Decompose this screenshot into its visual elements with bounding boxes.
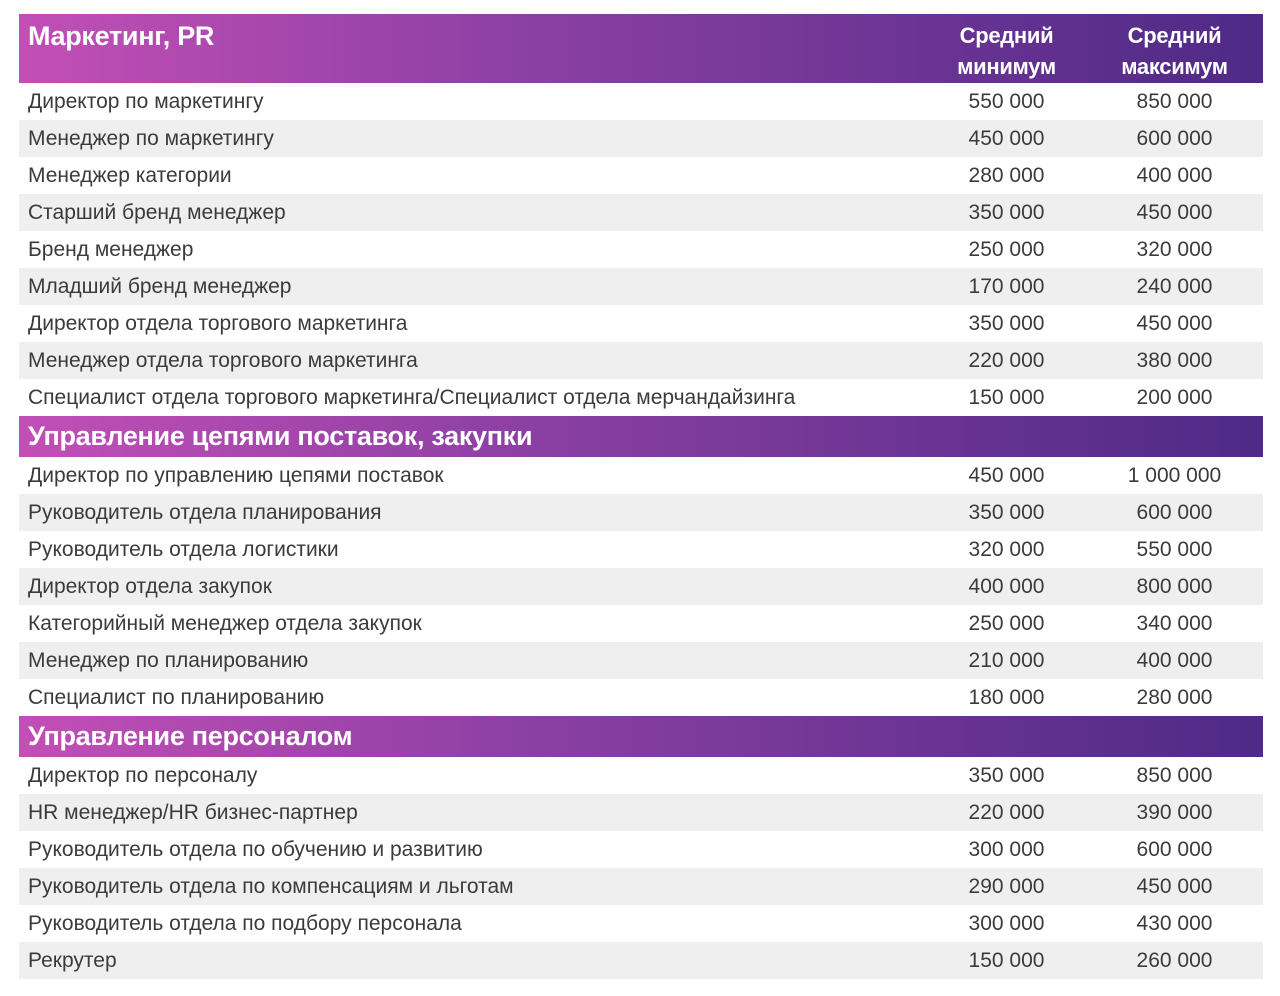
position-cell: Специалист по планированию <box>28 685 325 709</box>
table-row <box>19 905 1263 942</box>
table-row <box>19 231 1263 268</box>
position-cell: Специалист отдела торгового маркетинга/Специалист отдела мерчандайзинга <box>28 385 796 409</box>
min-salary-cell: 170 000 <box>927 268 1086 305</box>
section-header <box>19 716 1263 757</box>
table-row <box>19 457 1263 494</box>
min-salary-cell: 550 000 <box>968 89 1045 113</box>
max-salary-cell: 390 000 <box>1086 794 1263 831</box>
max-salary-cell: 600 000 <box>1086 120 1263 157</box>
position-cell: Руководитель отдела по компенсациям и льготам <box>19 868 927 905</box>
table-row <box>19 157 1263 194</box>
table-row <box>19 679 1263 716</box>
table-row <box>19 942 1263 979</box>
table-row <box>19 642 1263 679</box>
position-cell: Директор по управлению цепями поставок <box>28 463 444 487</box>
position-cell: Директор отдела торгового маркетинга <box>28 311 408 335</box>
table-body <box>19 14 1263 979</box>
min-salary-cell: 280 000 <box>968 163 1045 187</box>
min-salary-cell: 350 000 <box>927 494 1086 531</box>
column-header-min: Средний минимум <box>957 23 1056 79</box>
max-salary-cell: 450 000 <box>1136 311 1213 335</box>
min-salary-cell: 320 000 <box>968 537 1045 561</box>
table-row <box>19 379 1263 416</box>
max-salary-cell: 280 000 <box>1136 685 1213 709</box>
max-salary-cell: 380 000 <box>1086 342 1263 379</box>
position-cell: Менеджер по маркетингу <box>19 120 927 157</box>
table-row <box>19 83 1263 120</box>
position-cell: Рекрутер <box>19 942 927 979</box>
table-row <box>19 305 1263 342</box>
min-salary-cell: 290 000 <box>927 868 1086 905</box>
max-salary-cell: 430 000 <box>1136 911 1213 935</box>
min-salary-cell: 250 000 <box>968 611 1045 635</box>
max-salary-cell: 1 000 000 <box>1127 463 1222 487</box>
max-salary-cell: 200 000 <box>1136 385 1213 409</box>
min-salary-cell: 210 000 <box>927 642 1086 679</box>
position-cell: Младший бренд менеджер <box>19 268 927 305</box>
table-row <box>19 831 1263 868</box>
max-salary-cell: 260 000 <box>1086 942 1263 979</box>
position-cell: Руководитель отдела по обучению и развитию <box>28 837 483 861</box>
min-salary-cell: 150 000 <box>968 385 1045 409</box>
table-row <box>19 531 1263 568</box>
table-row <box>19 268 1263 305</box>
min-salary-cell: 220 000 <box>927 794 1086 831</box>
max-salary-cell: 850 000 <box>1136 89 1213 113</box>
column-header-max: Средний максимум <box>1121 23 1228 79</box>
position-cell: HR менеджер/HR бизнес-партнер <box>19 794 927 831</box>
position-cell: Бренд менеджер <box>28 237 194 261</box>
min-salary-cell: 300 000 <box>968 837 1045 861</box>
section-title: Управление персоналом <box>28 721 353 751</box>
table-row <box>19 757 1263 794</box>
min-salary-cell: 180 000 <box>968 685 1045 709</box>
section-header <box>19 416 1263 457</box>
min-salary-cell: 350 000 <box>968 311 1045 335</box>
table-row <box>19 868 1263 905</box>
max-salary-cell: 400 000 <box>1086 642 1263 679</box>
max-salary-cell: 240 000 <box>1086 268 1263 305</box>
position-cell: Директор по персоналу <box>28 763 258 787</box>
max-salary-cell: 800 000 <box>1086 568 1263 605</box>
section-title: Управление цепями поставок, закупки <box>28 421 533 451</box>
min-salary-cell: 450 000 <box>927 120 1086 157</box>
position-cell: Менеджер по планированию <box>19 642 927 679</box>
position-cell: Менеджер категории <box>28 163 232 187</box>
min-salary-cell: 220 000 <box>927 342 1086 379</box>
min-salary-cell: 450 000 <box>968 463 1045 487</box>
min-salary-cell: 300 000 <box>968 911 1045 935</box>
position-cell: Директор по маркетингу <box>28 89 264 113</box>
min-salary-cell: 350 000 <box>968 763 1045 787</box>
section-title: Маркетинг, PR <box>28 21 215 51</box>
min-salary-cell: 150 000 <box>927 942 1086 979</box>
position-cell: Старший бренд менеджер <box>19 194 927 231</box>
max-salary-cell: 600 000 <box>1136 837 1213 861</box>
max-salary-cell: 320 000 <box>1136 237 1213 261</box>
table-row <box>19 794 1263 831</box>
max-salary-cell: 550 000 <box>1136 537 1213 561</box>
position-cell: Руководитель отдела планирования <box>19 494 927 531</box>
position-cell: Руководитель отдела логистики <box>28 537 339 561</box>
max-salary-cell: 600 000 <box>1086 494 1263 531</box>
max-salary-cell: 400 000 <box>1136 163 1213 187</box>
position-cell: Руководитель отдела по подбору персонала <box>28 911 462 935</box>
position-cell: Директор отдела закупок <box>19 568 927 605</box>
max-salary-cell: 340 000 <box>1136 611 1213 635</box>
table-row <box>19 342 1263 379</box>
min-salary-cell: 400 000 <box>927 568 1086 605</box>
table-row <box>19 494 1263 531</box>
min-salary-cell: 250 000 <box>968 237 1045 261</box>
table-row <box>19 120 1263 157</box>
table-row <box>19 605 1263 642</box>
section-header <box>19 14 1263 83</box>
table-row <box>19 194 1263 231</box>
max-salary-cell: 850 000 <box>1136 763 1213 787</box>
position-cell: Категорийный менеджер отдела закупок <box>28 611 422 635</box>
position-cell: Менеджер отдела торгового маркетинга <box>19 342 927 379</box>
max-salary-cell: 450 000 <box>1086 868 1263 905</box>
min-salary-cell: 350 000 <box>927 194 1086 231</box>
salary-table <box>19 14 1263 979</box>
table-row <box>19 568 1263 605</box>
max-salary-cell: 450 000 <box>1086 194 1263 231</box>
